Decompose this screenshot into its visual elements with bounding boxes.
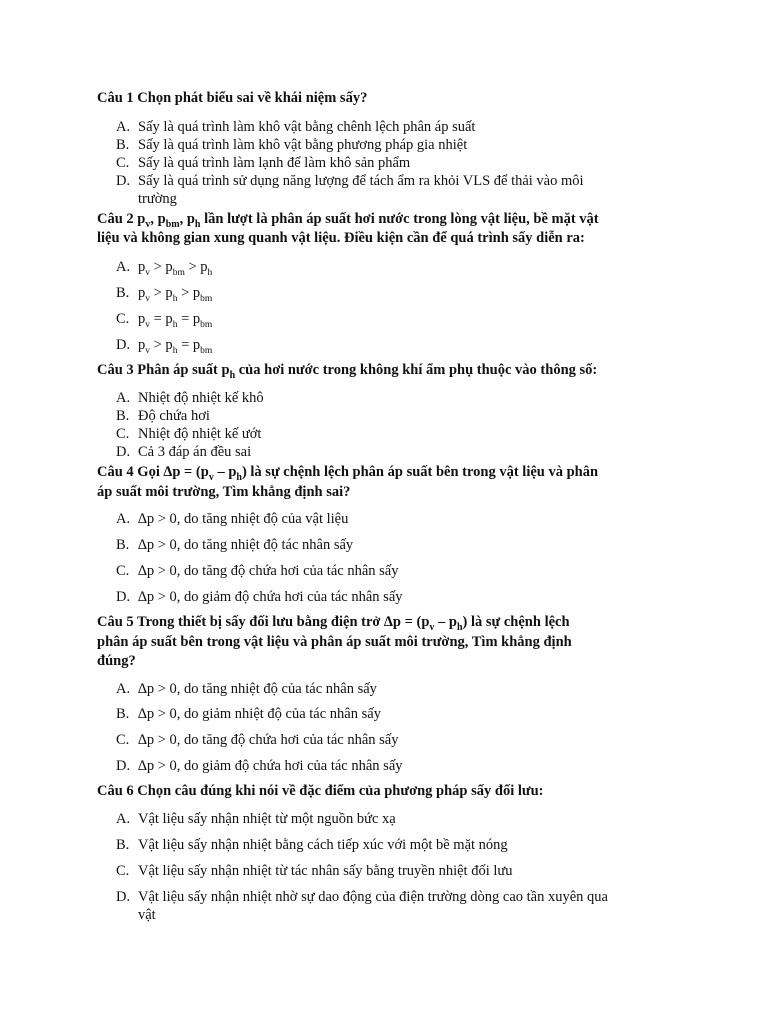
option-letter: B. (116, 285, 130, 301)
option-text: Nhiệt độ nhiệt kế khô (138, 390, 264, 406)
option-letter: C. (116, 155, 130, 171)
option-letter: C. (116, 863, 130, 879)
option-letter: B. (116, 137, 130, 153)
option-text: Vật liệu sấy nhận nhiệt bằng cách tiếp xúc với một bề mặt nóng (138, 837, 508, 853)
question-4-option-b (116, 536, 680, 554)
question-2-title-line-2: liệu và không gian xung quanh vật liệu. Điều kiện cần để quá trình sấy diễn ra: (97, 230, 585, 246)
question-6-option-d-continuation: vật (138, 907, 156, 923)
option-text: ∆p > 0, do tăng độ chứa hơi của tác nhân sấy (138, 563, 399, 579)
option-text: Độ chứa hơi (138, 408, 210, 424)
question-4-option-d (116, 588, 680, 606)
question-2-option-c (116, 310, 680, 328)
option-letter: C. (116, 563, 130, 579)
question-5-option-a (116, 680, 680, 698)
question-3-option-a (116, 389, 680, 407)
option-text: ∆p > 0, do tăng nhiệt độ của tác nhân sấy (138, 681, 377, 697)
option-letter: A. (116, 119, 131, 135)
question-2-option-b (116, 284, 680, 302)
option-text: ∆p > 0, do giảm độ chứa hơi của tác nhân sấy (138, 758, 403, 774)
option-text: Vật liệu sấy nhận nhiệt nhờ sự dao động của điện trường dòng cao tần xuyên qua (138, 889, 608, 905)
question-5-option-b (116, 705, 680, 723)
question-5-title-line-3: đúng? (97, 653, 136, 669)
question-5-title-line-1 (97, 612, 687, 632)
option-text: ∆p > 0, do giảm nhiệt độ của tác nhân sấy (138, 706, 381, 722)
title-text: Câu 5 Trong thiết bị sấy đối lưu bằng điện trở $\Delta p = (p_v - p_h)$ là sự chệnh lệch (97, 614, 570, 633)
question-3-title (97, 360, 687, 380)
question-6-option-a (116, 810, 680, 828)
option-text: $p_v > p_h > p_{bm}$ (138, 285, 213, 304)
option-letter: A. (116, 511, 131, 527)
question-4-option-c (116, 562, 680, 580)
option-letter: A. (116, 811, 131, 827)
question-1-option-d (116, 172, 680, 190)
question-1-option-c (116, 154, 680, 172)
option-letter: B. (116, 706, 130, 722)
title-text: Câu 4 Gọi $\Delta p = (p_v - p_h)$ là sự chệnh lệch phân áp suất bên trong vật liệu và phân (97, 464, 599, 483)
option-text: Vật liệu sấy nhận nhiệt từ một nguồn bức xạ (138, 811, 396, 827)
question-5-option-c (116, 731, 680, 749)
question-2-option-d (116, 336, 680, 354)
option-text: $p_v > p_{bm} > p_h$ (138, 259, 213, 278)
option-text: ∆p > 0, do tăng độ chứa hơi của tác nhân sấy (138, 732, 399, 748)
option-letter: D. (116, 589, 131, 605)
question-3-option-b (116, 407, 680, 425)
option-letter: A. (116, 259, 131, 275)
title-text: Câu 2 $p_v$, $p_{bm}$, $p_h$ lần lượt là phân áp suất hơi nước trong lòng vật liệu, bề mặt vật (97, 211, 599, 230)
option-letter: D. (116, 337, 131, 353)
question-1-title: Câu 1 Chọn phát biểu sai về khái niệm sấy? (97, 90, 368, 106)
question-4-option-a (116, 510, 680, 528)
option-letter: D. (116, 758, 131, 774)
option-letter: B. (116, 408, 130, 424)
question-6-title: Câu 6 Chọn câu đúng khi nói về đặc điểm của phương pháp sấy đối lưu: (97, 783, 544, 799)
option-letter: B. (116, 537, 130, 553)
option-text: Vật liệu sấy nhận nhiệt từ tác nhân sấy bằng truyền nhiệt đối lưu (138, 863, 513, 879)
title-text: Câu 3 Phân áp suất $p_h$ của hơi nước trong không khí ẩm phụ thuộc vào thông số: (97, 362, 598, 381)
option-text: ∆p > 0, do giảm độ chứa hơi của tác nhân sấy (138, 589, 403, 605)
option-letter: C. (116, 732, 130, 748)
option-letter: B. (116, 837, 130, 853)
option-text: Sấy là quá trình sử dụng năng lượng để tách ẩm ra khỏi VLS để thải vào môi (138, 173, 584, 189)
question-4-title-line-2: áp suất môi trường, Tìm khẳng định sai? (97, 484, 351, 500)
option-text: $p_v = p_h = p_{bm}$ (138, 311, 213, 330)
question-2-option-a (116, 258, 680, 276)
question-3-option-d (116, 443, 680, 461)
option-letter: D. (116, 173, 131, 189)
question-6-option-c (116, 862, 680, 880)
option-text: Sấy là quá trình làm khô vật bằng chênh lệch phân áp suất (138, 119, 476, 135)
question-1-option-a (116, 118, 680, 136)
question-2-title-line-1 (97, 209, 687, 229)
option-text: ∆p > 0, do tăng nhiệt độ của vật liệu (138, 511, 349, 527)
option-letter: A. (116, 681, 131, 697)
option-letter: C. (116, 311, 130, 327)
option-text: $p_v > p_h = p_{bm}$ (138, 337, 213, 356)
option-letter: D. (116, 444, 131, 460)
question-4-title-line-1 (97, 462, 687, 482)
option-letter: A. (116, 390, 131, 406)
option-text: ∆p > 0, do tăng nhiệt độ tác nhân sấy (138, 537, 354, 553)
question-6-option-b (116, 836, 680, 854)
question-3-option-c (116, 425, 680, 443)
question-5-title-line-2: phân áp suất bên trong vật liệu và phân áp suất môi trường, Tìm khẳng định (97, 634, 572, 650)
option-text: Sấy là quá trình làm lạnh để làm khô sản phẩm (138, 155, 411, 171)
question-1-option-d-continuation: trường (138, 191, 177, 207)
question-1-option-b (116, 136, 680, 154)
question-6-option-d (116, 888, 680, 906)
option-text: Sấy là quá trình làm khô vật bằng phương pháp gia nhiệt (138, 137, 468, 153)
question-5-option-d (116, 757, 680, 775)
option-letter: C. (116, 426, 130, 442)
option-letter: D. (116, 889, 131, 905)
option-text: Cả 3 đáp án đều sai (138, 444, 252, 460)
option-text: Nhiệt độ nhiệt kế ướt (138, 426, 262, 442)
